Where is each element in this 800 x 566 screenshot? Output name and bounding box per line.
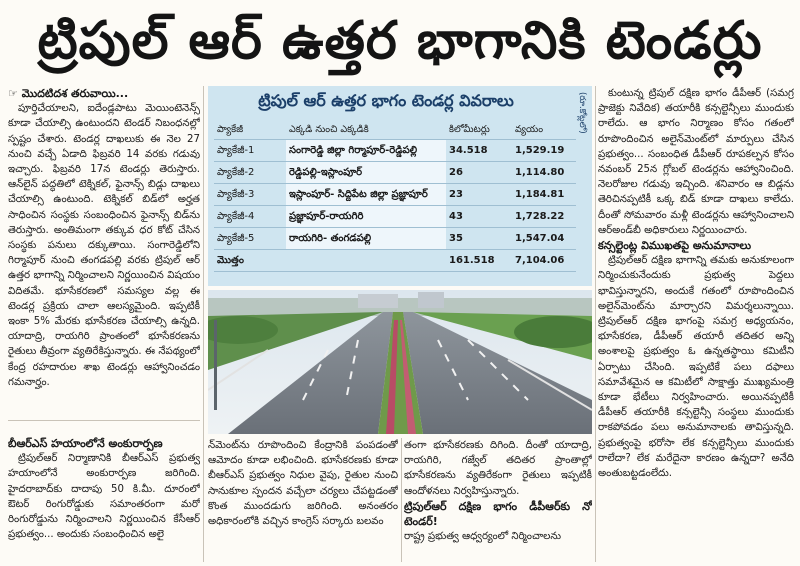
header-cost: వ్యయం [512,122,576,140]
column-4-body-2: ట్రిపుల్ఆర్ దక్షిణ భాగాన్ని తమకు అనుకూలంగా నిర్మించుకునేందుకు ప్రభుత్వ పెద్దలు భావిస్తున్నారని, అందుకే గతంలో రూపొందించిన అలైన్‌మెంట్‌ను మార్చారని విమర్శలున్నాయి. ట్రిపుల్ఆర్ దక్షిణ భాగంపై సమగ్ర అధ్యయనం, భూసేకరణ, డీపీఆర్ తయారీ తదితర అన్ని అంశాలపై ప్రభుత్వం ఓ ఉన్నతస్థాయి కమిటీని ఏర్పాటు చేసింది. ఇప్పటికే పలు దఫాలు సమావేశమైన ఆ కమిటీలో సాక్షాత్తు ముఖ్యమంత్రి కూడా భేటీలు నిర్వహించారు. అయినప్పటికీ డీపీఆర్ తయారీకి కన్సల్టెన్సీ సంస్థలు ముందుకు రాకపోవడం పలు అనుమానాలకు తావిస్తున్నది. ప్రభుత్వంపై భరోసా లేక కన్సల్టెన్సీలు ముందుకు రాలేదా? లేక మరేదైనా కారణం ఉన్నదా? అనేది అంతుబట్టడంలేదు. [598,255,794,480]
highway-photo [208,290,592,434]
table-row [214,162,576,184]
column-2-lower [208,438,398,562]
header-package: ప్యాకేజీ [214,122,286,140]
column-divider [595,86,596,562]
row-package: ప్యాకేజీ-4 [214,206,286,228]
column-divider [203,86,204,562]
table-title: ట్రిపుల్ ఆర్ ఉత్తర భాగం టెండర్ల వివరాలు [258,91,514,110]
tender-table-box [208,86,592,286]
row-cost: 1,184.81 [512,184,576,206]
subhead-brs: బీఆర్ఎస్ హయాంలోనే అంకురార్పణ [8,437,163,450]
column-2-lower-body: న్‌మెంట్‌ను రూపొందించి కేంద్రానికి పంపడంతో ఆమోదం కూడా లభించింది. భూసేకరణకు కూడా బీఆర్ఎస్ ప్రభుత్వం నిధుల వైపు, రైతుల నుంచి సానుకూల స్పందన వచ్చేలా చర్యలు చేపట్టడంతో కొంత ముందడుగు జరిగింది. అనంతరం అధికారంలోకి వచ్చిన కాంగ్రెస్ సర్కారు బలవం [208,440,398,528]
column-3-lower-body: తంగా భూసేకరణకు దిగింది. దీంతో యాదాద్రి, రాయగిరి, గజ్వేల్ తదితర ప్రాంతాల్లో భూసేకరణను వ్యతిరేకంగా రైతులు ఇప్పటికీ ఆందోళనలు నిర్వహిస్తున్నారు. [404,440,592,497]
row-route: రెడ్డిపల్లి-ఇస్లాంపూర్ [286,162,446,184]
column-divider [401,438,402,562]
header-route: ఎక్కడి నుంచి ఎక్కడికి [286,122,446,140]
column-3-lower [404,438,592,562]
row-package: ప్యాకేజీ-5 [214,228,286,250]
row-km: 35 [446,228,512,250]
row-cost: 1,114.80 [512,162,576,184]
row-km: 43 [446,206,512,228]
table-total-row [214,250,576,272]
column-4 [598,86,794,562]
row-package: ప్యాకేజీ-3 [214,184,286,206]
column-1-lower-body: ట్రిపుల్ఆర్ నిర్మాణానికి బీఆర్ఎస్ ప్రభుత్వ హయాంలోనే అంకురార్పణ జరిగింది. హైదరాబాద్‌కు దాదాపు 50 కి.మీ. దూరంలో ఔటర్ రింగురోడ్డుకు సమాంతరంగా మరో రింగురోడ్డును నిర్మించాలని నిర్ణయించిన కేసీఆర్ ప్రభుత్వం... అందుకు సంబంధించిన అలై [8,453,200,541]
row-route: సంగారెడ్డి జిల్లా గిర్మాపూర్-రెడ్డిపల్లి [286,140,446,162]
header-km: కిలోమీటర్లు [446,122,512,140]
table-row [214,140,576,162]
total-km: 161.518 [446,250,512,272]
tender-table [214,122,576,272]
row-route: రాయగిరి- తంగడపల్లి [286,228,446,250]
subhead-south-dpr: ట్రిపుల్ఆర్ దక్షిణ భాగం డీపీఆర్‌కు నో టెండర్! [404,499,592,529]
table-row [214,206,576,228]
total-label: మొత్తం [214,250,286,272]
column-1-lower [8,436,200,562]
row-km: 34.518 [446,140,512,162]
table-row [214,184,576,206]
row-route: ఇస్లాంపూర్- సిద్దిపేట జిల్లా ప్రజ్ఞాపూర్ [286,184,446,206]
row-km: 26 [446,162,512,184]
lead-label: ☞ మొదటిదశ తరువాయి... [8,87,129,100]
total-cost: 7,104.06 [512,250,576,272]
divider [8,420,200,421]
table-row [214,228,576,250]
highway-photo-illustration [208,290,592,434]
row-cost: 1,529.19 [512,140,576,162]
subhead-consultants: కన్సల్టెంట్ల విముఖతపై అనుమానాలు [598,239,752,253]
row-route: ప్రజ్ఞాపూర్-రాయగిరి [286,206,446,228]
table-header-row [214,122,576,140]
row-package: ప్యాకేజీ-2 [214,162,286,184]
row-package: ప్యాకేజీ-1 [214,140,286,162]
row-cost: 1,547.04 [512,228,576,250]
column-1 [8,86,200,416]
headline: ట్రిపుల్ ఆర్ ఉత్తర భాగానికి టెండర్లు [37,11,763,71]
table-unit-note: (రూ.కోట్లలో) [577,92,587,134]
row-cost: 1,728.22 [512,206,576,228]
column-3-lower-tail: రాష్ట్ర ప్రభుత్వ ఆధ్వర్యంలో నిర్మించాలను [404,531,562,543]
column-1-body: పూర్తిచేయాలని, ఐదేండ్లపాటు మెయింటెనెన్స్ కూడా చేయాల్సి ఉంటుందని టెండర్ నిబంధనల్లో స్పష్టం చేశారు. టెండర్ల దాఖలుకు ఈ నెల 27 నుంచి వచ్చే ఏడాది ఫిబ్రవరి 14 వరకు గడువు ఇచ్చారు. ఫిబ్రవరి 17న టెండర్లు తెరుస్తారు. ఆన్‌లైన్ పద్ధతిలో టెక్నికల్, ఫైనాన్స్ బిడ్లు దాఖలు చేయాల్సి ఉంటుంది. టెక్నికల్ బిడ్‌లో అర్హత సాధించిన సంస్థకు సంబంధించిన ఫైనాన్స్ బిడ్‌ను తెరుస్తారు. అంతిమంగా తక్కువ ధర కోట్ చేసిన సంస్థకు పనులు దక్కుతాయి. సంగారెడ్డిలోని గిర్మాపూర్ నుంచి తంగడపల్లి వరకు ట్రిపుల్ ఆర్ ఉత్తర భాగాన్ని నిర్మించాలని నిర్ణయించిన విషయం విదితమే. భూసేకరణలో సమస్యల వల్ల ఈ టెండర్ల ప్రక్రియ చాలా ఆలస్యమైంది. ఇప్పటికీ ఇంకా 5% మేరకు భూసేకరణ చేయాల్సి ఉన్నది. యాదాద్రి, రాయగిరి ప్రాంతంలో భూసేకరణను రైతులు తీవ్రంగా వ్యతిరేకిస్తున్నారు. ఈ నేపథ్యంలో కేంద్ర రహదారుల శాఖ టెండర్లు ఆహ్వానించడం గమనార్హం. [8,103,200,388]
column-4-body: కుంటున్న ట్రిపుల్ దక్షిణ భాగం డీపీఆర్ (సమగ్ర ప్రాజెక్టు నివేదిక) తయారీకి కన్సల్టెన్సీలు ముందుకు రాలేదు. ఆ భాగం నిర్మాణం కోసం గతంలో రూపొందించిన అలైన్‌మెంట్‌లో మార్పులు చేసిన ప్రభుత్వం... సంబంధిత డీపీఆర్ రూపకల్పన కోసం నవంబర్ 25న గ్లోబల్ టెండర్లను ఆహ్వానించింది. నెలరోజుల గడువు ఇచ్చింది. శనివారం ఆ బిడ్లను తెరిచినప్పటికీ ఒక్క బిడ్ కూడా దాఖలు కాలేదు. దీంతో సోమవారం మళ్లీ టెండర్లను ఆహ్వానించాలని ఆర్‌అండ్‌బీ అధికారులు నిర్ణయించారు. [598,88,794,236]
row-km: 23 [446,184,512,206]
